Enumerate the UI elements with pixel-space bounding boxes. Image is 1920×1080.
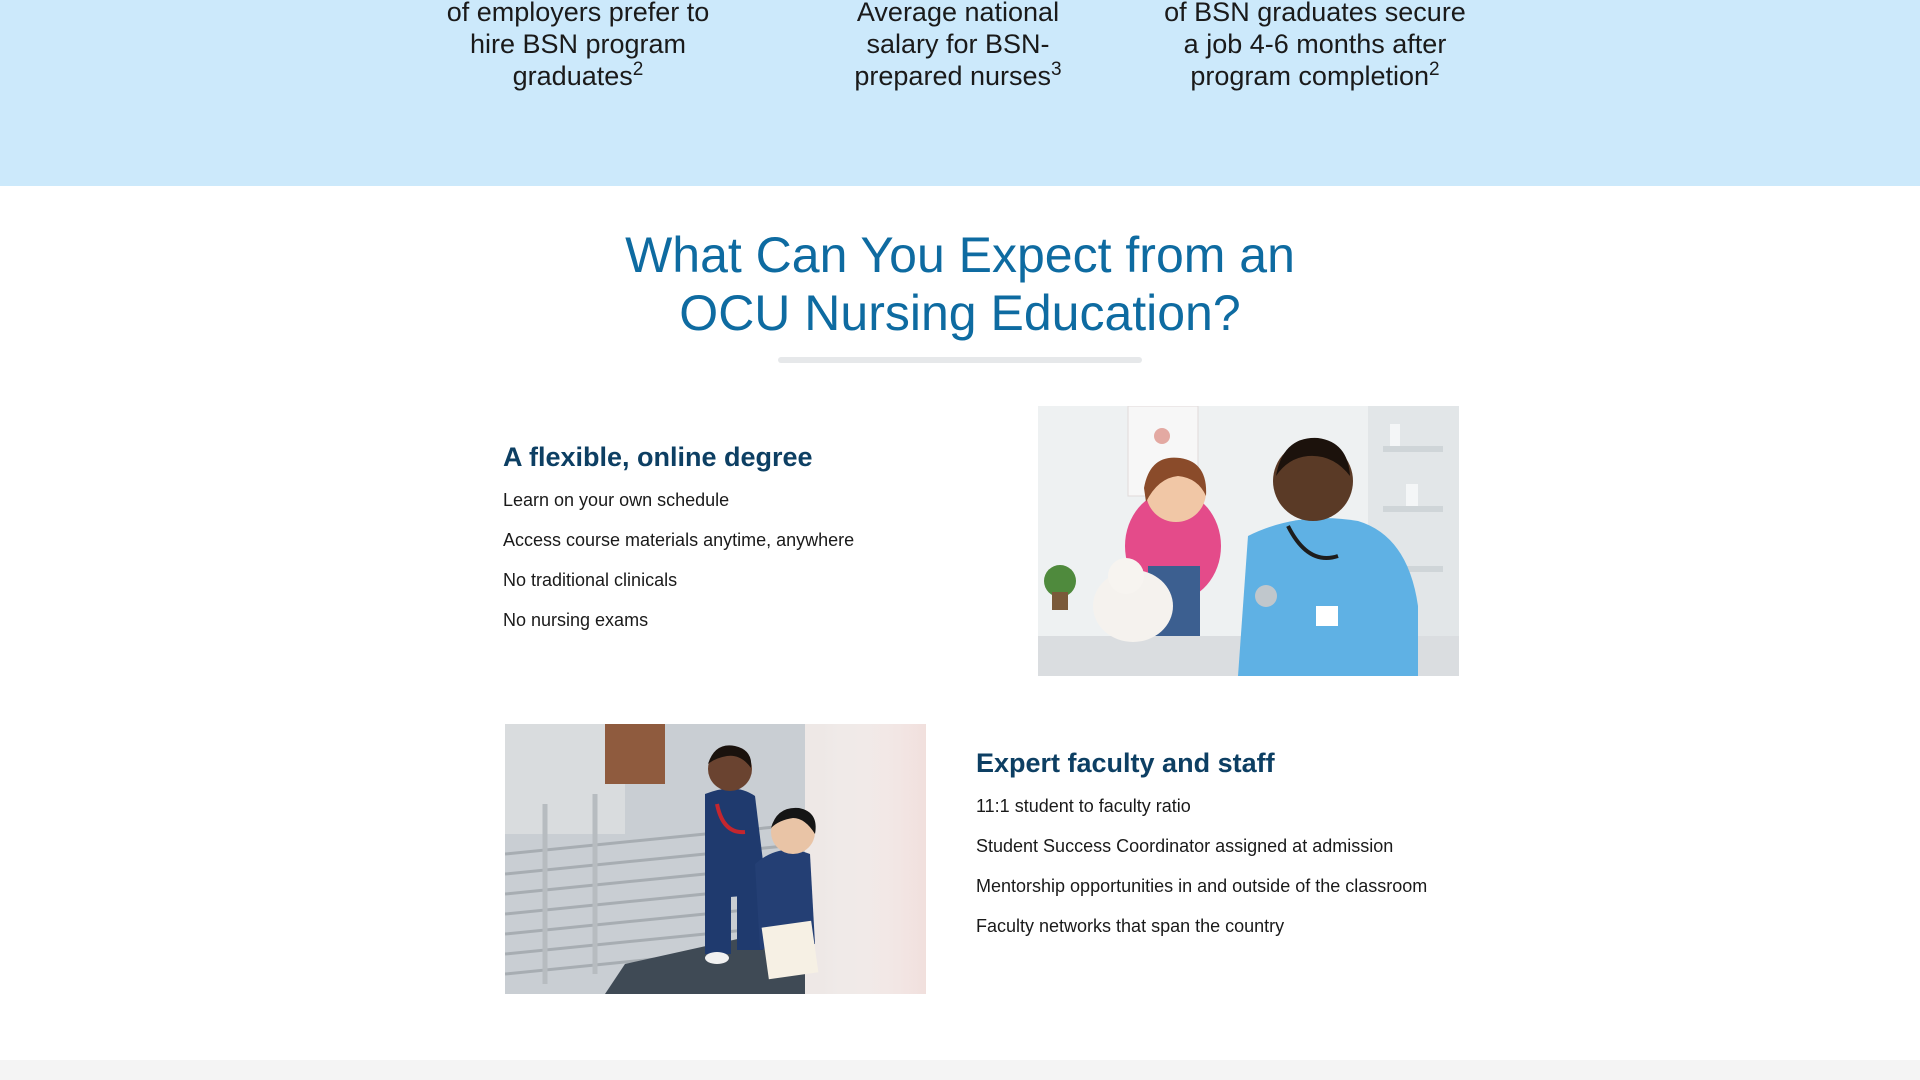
section-title-line-2: OCU Nursing Education? xyxy=(679,285,1241,341)
stat-text: of BSN graduates secure a job 4-6 months after program completion xyxy=(1164,0,1466,91)
feature-heading-expert-faculty: Expert faculty and staff xyxy=(976,748,1275,778)
stat-job-placement xyxy=(1162,0,1468,92)
list-item: 11:1 student to faculty ratio xyxy=(976,796,1191,816)
nurse-with-child-illustration xyxy=(1038,406,1459,676)
stat-employers-prefer xyxy=(438,0,718,92)
feature-list-expert-faculty xyxy=(976,786,1427,946)
stat-footnote: 3 xyxy=(1051,59,1062,80)
list-item: Faculty networks that span the country xyxy=(976,916,1285,936)
list-item: Student Success Coordinator assigned at admission xyxy=(976,836,1394,856)
stat-average-salary xyxy=(818,0,1098,92)
list-item: Mentorship opportunities in and outside of the classroom xyxy=(976,876,1428,896)
footer-strip xyxy=(0,1060,1920,1080)
stat-text: Average national salary for BSN-prepared nurses xyxy=(854,0,1060,91)
list-item: Access course materials anytime, anywhere xyxy=(503,530,855,550)
stat-footnote: 2 xyxy=(1429,59,1440,80)
feature-heading-flexible-degree: A flexible, online degree xyxy=(503,442,813,472)
list-item: Learn on your own schedule xyxy=(503,490,730,510)
title-divider xyxy=(778,357,1142,363)
stats-band xyxy=(0,0,1920,186)
feature-list-flexible-degree xyxy=(503,480,854,640)
nurses-on-stairs-illustration xyxy=(505,724,926,994)
list-item: No traditional clinicals xyxy=(503,570,678,590)
nurse-with-child-photo xyxy=(1038,406,1459,676)
list-item: No nursing exams xyxy=(503,610,649,630)
stat-text: of employers prefer to hire BSN program graduates xyxy=(446,0,710,91)
section-title-line-1: What Can You Expect from an xyxy=(625,227,1295,283)
stat-footnote: 2 xyxy=(632,59,644,80)
nurses-on-stairs-photo xyxy=(505,724,926,994)
section-title xyxy=(460,226,1460,342)
